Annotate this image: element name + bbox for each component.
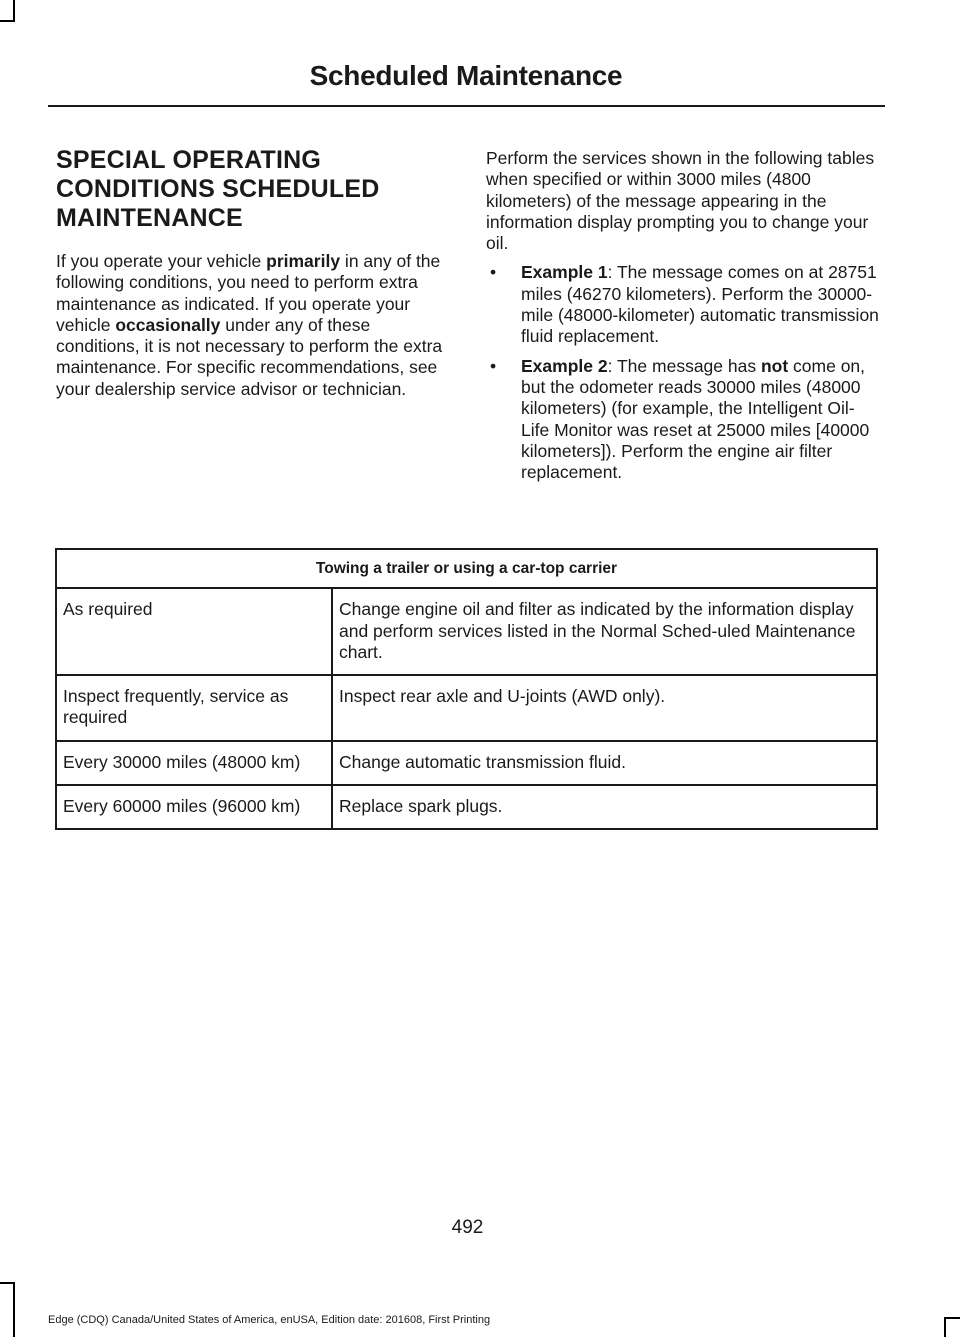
intro-text-3: under any of these conditions, it is not necessary to perform the extra maintenance. For specific recommendations, see your dealership service advisor or technician. [56,314,443,399]
service-cell: Inspect rear axle and U-joints (AWD only). [332,675,877,741]
table-row [56,675,877,741]
bullet: • [490,262,497,283]
right-column [486,148,882,491]
intro-text-2: in any of the following conditions, you need to perform extra maintenance as indicated. If you operate your vehicle [56,251,441,335]
services-intro-paragraph: Perform the services shown in the following tables when specified or within 3000 miles (4800 kilometers) of the message appearing in the information display prompting you to change your oil. [486,148,875,254]
example-1-text: : The message comes on at 28751 miles (46270 kilometers). Perform the 30000-mile (48000-kilometer) automatic transmission fluid replacement. [521,262,879,347]
example-2-item [486,356,882,484]
crop-mark-top-left-h [0,20,14,22]
example-1-item [486,262,882,347]
interval-cell: Inspect frequently, service as required [56,675,332,741]
table-row [56,588,877,675]
interval-cell: As required [56,588,332,675]
intro-emphasis-occasionally: occasionally [115,314,221,335]
intro-emphasis-primarily: primarily [266,251,341,271]
section-heading-line-2: CONDITIONS SCHEDULED [56,175,380,203]
section-heading [56,146,451,233]
example-2-text-after: come on, but the odometer reads 30000 miles (48000 kilometers) (for example, the Intelligent Oil-Life Monitor was reset at 25000 miles [40000 kilometers]). Perform the engine air filter replacement. [521,355,870,483]
page-number: 492 [451,1217,484,1238]
service-cell: Change automatic transmission fluid. [332,741,877,785]
page-title: Scheduled Maintenance [309,60,623,91]
table-row [56,741,877,785]
examples-list [486,262,882,483]
table-row [56,785,877,829]
crop-mark-bottom-right-h [944,1317,960,1319]
table-title: Towing a trailer or using a car-top carrier [56,549,877,588]
edition-footer: Edge (CDQ) Canada/United States of America, enUSA, Edition date: 201608, First Printing [48,1314,491,1326]
example-2-label: Example 2 [521,355,608,376]
example-2-text-before: : The message has [607,355,761,376]
table-header-row [56,549,877,588]
crop-mark-top-left [13,0,15,22]
interval-cell: Every 60000 miles (96000 km) [56,785,332,829]
left-column [56,146,451,400]
towing-maintenance-table [55,548,878,830]
bullet: • [490,355,497,376]
crop-mark-bottom-right [944,1317,946,1337]
crop-mark-bottom-left [13,1282,15,1337]
interval-cell: Every 30000 miles (48000 km) [56,741,332,785]
example-2-emphasis-not: not [760,355,789,376]
title-divider [48,105,885,107]
section-heading-line-1: SPECIAL OPERATING [56,146,322,174]
section-heading-line-3: MAINTENANCE [56,204,243,232]
service-cell: Replace spark plugs. [332,785,877,829]
example-1-label: Example 1 [521,262,608,283]
crop-mark-bottom-left-h [0,1282,14,1284]
service-cell: Change engine oil and filter as indicated by the information display and perform services listed in the Normal Sched-uled Maintenance chart. [332,588,877,675]
intro-paragraph [56,251,451,400]
intro-text-1: If you operate your vehicle [56,251,267,271]
